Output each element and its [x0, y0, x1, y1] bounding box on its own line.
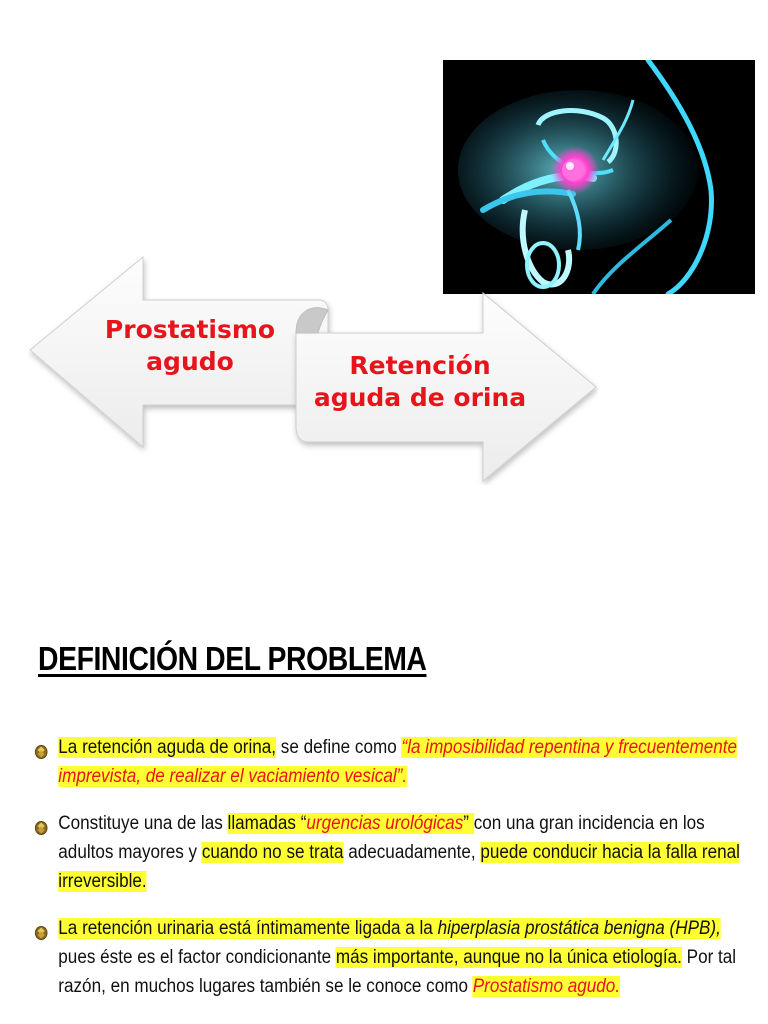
bullet-text-segment: ”	[463, 813, 474, 834]
arrow-label-retencion	[300, 350, 540, 414]
bullet-text-segment: pues éste es el factor condicionante	[58, 947, 336, 968]
arrow-label-prostatismo	[95, 314, 285, 378]
left-label-line2: agudo	[146, 347, 234, 376]
section-heading: DEFINICIÓN DEL PROBLEMA	[38, 640, 427, 677]
bullet-item	[34, 733, 760, 791]
bullet-text-segment: Prostatismo agudo.	[472, 976, 621, 997]
bullet-text-segment: más importante, aunque no la única etiología.	[335, 947, 682, 968]
right-label-line2: aguda de orina	[313, 383, 527, 412]
left-label-line1: Prostatismo	[104, 315, 276, 344]
bullet-item	[34, 809, 760, 896]
bullet-text-segment: “la imposibilidad repentina y frecuentemente imprevista, de realizar el vaciamiento vesical”.	[58, 737, 738, 787]
bullet-text-segment: con una gran incidencia en los adultos mayores y	[58, 813, 705, 863]
bullet-text-segment: hiperplasia prostática benigna (HPB),	[437, 918, 721, 939]
bullet-text-segment: puede conducir hacia la falla renal irreversible.	[58, 842, 740, 892]
bullet-icon	[34, 921, 48, 937]
bullet-icon	[34, 816, 48, 832]
bullet-item	[34, 914, 760, 1001]
bullet-icon	[34, 740, 48, 756]
bullet-text-segment: Por tal razón, en muchos lugares también se le conoce como	[58, 947, 737, 997]
bullet-text-segment: adecuadamente,	[343, 842, 481, 863]
bullet-text-segment: “	[295, 813, 307, 834]
bullet-text-segment: La retención urinaria está íntimamente ligada a la	[58, 918, 438, 939]
bullet-list	[34, 733, 754, 1019]
bullet-text-segment: La retención aguda de orina,	[58, 737, 277, 758]
bullet-text-segment: llamadas	[227, 813, 296, 834]
bullet-text-segment: Constituye una de las	[58, 813, 228, 834]
right-label-line1: Retención	[349, 351, 491, 380]
bullet-text-segment: urgencias urológicas	[306, 813, 464, 834]
bullet-text-segment: se define como	[276, 737, 402, 758]
bullet-text-segment: cuando no se trata	[201, 842, 344, 863]
